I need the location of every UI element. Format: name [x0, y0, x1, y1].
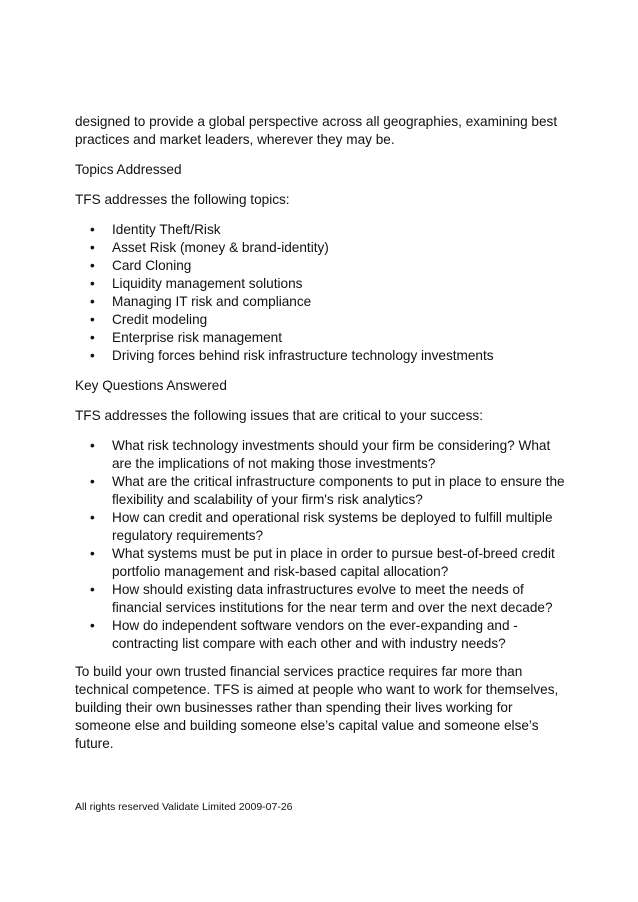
question-item: • What are the critical infrastructure components to put in place to ensure the flexibility and scalability of your firm's risk analytics?: [75, 473, 565, 509]
questions-lead: TFS addresses the following issues that are critical to your success:: [75, 408, 483, 423]
topic-item: • Asset Risk (money & brand-identity): [75, 239, 565, 257]
topics-list: [75, 221, 565, 365]
questions-heading: Key Questions Answered: [75, 378, 227, 393]
closing-paragraph: To build your own trusted financial services practice requires far more than technical competence. TFS is aimed at people who want to work for themselves, building their own businesses rather than spending their lives working for someone else and building someone else’s capital value and someone else’s future.: [75, 664, 559, 751]
question-item: • How should existing data infrastructures evolve to meet the needs of financial services institutions for the near term and over the next decade?: [75, 581, 565, 617]
topics-heading: Topics Addressed: [75, 162, 182, 177]
topic-item: • Identity Theft/Risk: [75, 221, 565, 239]
question-item: • How can credit and operational risk systems be deployed to fulfill multiple regulatory requirements?: [75, 509, 565, 545]
topic-item: • Managing IT risk and compliance: [75, 293, 565, 311]
topic-item: • Card Cloning: [75, 257, 565, 275]
topics-lead: TFS addresses the following topics:: [75, 192, 290, 207]
page-content: [75, 113, 565, 753]
question-item: • What systems must be put in place in order to pursue best-of-breed credit portfolio management and risk-based capital allocation?: [75, 545, 565, 581]
question-item: • How do independent software vendors on the ever-expanding and -contracting list compare with each other and with industry needs?: [75, 617, 565, 653]
question-item: • What risk technology investments should your firm be considering? What are the implications of not making those investments?: [75, 437, 565, 473]
topic-item: • Credit modeling: [75, 311, 565, 329]
topic-item: • Driving forces behind risk infrastructure technology investments: [75, 347, 565, 365]
topic-item: • Enterprise risk management: [75, 329, 565, 347]
questions-list: [75, 437, 565, 653]
intro-paragraph: designed to provide a global perspective across all geographies, examining best practices and market leaders, wherever they may be.: [75, 114, 558, 147]
topic-item: • Liquidity management solutions: [75, 275, 565, 293]
footer-copyright: All rights reserved Validate Limited 2009-07-26: [75, 801, 293, 813]
